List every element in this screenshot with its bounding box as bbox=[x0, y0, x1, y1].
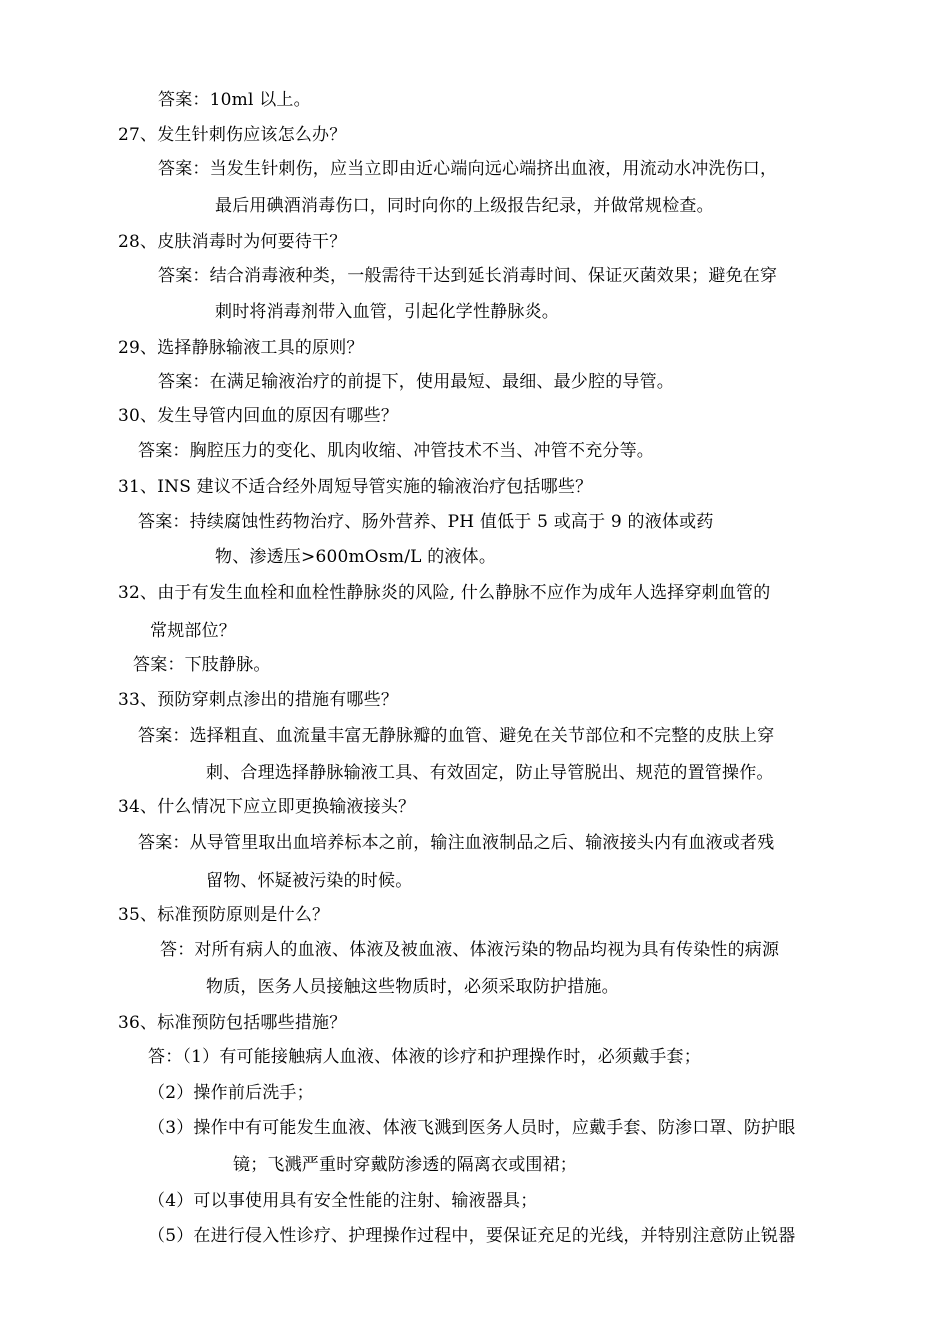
question-28: 28、皮肤消毒时为何要待干？ bbox=[118, 232, 347, 252]
answer-36-item-2: （2）操作前后洗手； bbox=[148, 1083, 314, 1103]
answer-27-line-1: 答案：当发生针刺伤，应当立即由近心端向远心端挤出血液，用流动水冲洗伤口， bbox=[158, 159, 778, 179]
answer-36-item-5-line-1: （5）在进行侵入性诊疗、护理操作过程中，要保证充足的光线，并特别注意防止锐器 bbox=[148, 1226, 796, 1246]
answer-27-line-2: 最后用碘酒消毒伤口，同时向你的上级报告纪录，并做常规检查。 bbox=[215, 196, 714, 216]
answer-30-line-1: 答案：胸腔压力的变化、肌肉收缩、冲管技术不当、冲管不充分等。 bbox=[138, 441, 654, 461]
answer-34-line-1: 答案：从导管里取出血培养标本之前，输注血液制品之后、输液接头内有血液或者残 bbox=[138, 833, 775, 853]
question-33: 33、预防穿刺点渗出的措施有哪些？ bbox=[118, 690, 399, 710]
question-32-line-2: 常规部位？ bbox=[150, 621, 236, 641]
answer-33-line-2: 刺、合理选择静脉输液工具、有效固定，防止导管脱出、规范的置管操作。 bbox=[206, 763, 774, 783]
answer-33-line-1: 答案：选择粗直、血流量丰富无静脉瓣的血管、避免在关节部位和不完整的皮肤上穿 bbox=[138, 726, 775, 746]
answer-35-line-2: 物质，医务人员接触这些物质时，必须采取防护措施。 bbox=[206, 977, 619, 997]
answer-34-line-2: 留物、怀疑被污染的时候。 bbox=[206, 871, 413, 891]
answer-31-line-2: 物、渗透压>600mOsm/L 的液体。 bbox=[215, 547, 497, 567]
answer-31-line-1: 答案：持续腐蚀性药物治疗、肠外营养、PH 值低于 5 或高于 9 的液体或药 bbox=[138, 512, 714, 532]
answer-35-line-1: 答：对所有病人的血液、体液及被血液、体液污染的物品均视为具有传染性的病源 bbox=[160, 940, 780, 960]
question-36: 36、标准预防包括哪些措施？ bbox=[118, 1013, 347, 1033]
answer-36-item-3-line-2: 镜；飞溅严重时穿戴防渗透的隔离衣或围裙； bbox=[233, 1155, 577, 1175]
question-32-line-1: 32、由于有发生血栓和血栓性静脉炎的风险, 什么静脉不应作为成年人选择穿刺血管的 bbox=[118, 583, 771, 603]
question-29: 29、选择静脉输液工具的原则？ bbox=[118, 338, 364, 358]
question-31: 31、INS 建议不适合经外周短导管实施的输液治疗包括哪些？ bbox=[118, 477, 593, 497]
question-34: 34、什么情况下应立即更换输液接头？ bbox=[118, 797, 416, 817]
answer-28-line-1: 答案：结合消毒液种类，一般需待干达到延长消毒时间、保证灭菌效果；避免在穿 bbox=[158, 266, 778, 286]
answer-26-line-1: 答案：10ml 以上。 bbox=[158, 90, 311, 110]
answer-36-item-3-line-1: （3）操作中有可能发生血液、体液飞溅到医务人员时，应戴手套、防渗口罩、防护眼 bbox=[148, 1118, 796, 1138]
question-27: 27、发生针刺伤应该怎么办？ bbox=[118, 125, 347, 145]
answer-36-item-4: （4）可以事使用具有安全性能的注射、输液器具； bbox=[148, 1191, 538, 1211]
answer-32-line-1: 答案：下肢静脉。 bbox=[133, 655, 271, 675]
question-35: 35、标准预防原则是什么？ bbox=[118, 905, 330, 925]
answer-29-line-1: 答案：在满足输液治疗的前提下，使用最短、最细、最少腔的导管。 bbox=[158, 372, 674, 392]
question-30: 30、发生导管内回血的原因有哪些？ bbox=[118, 406, 399, 426]
answer-36-item-1: 答：（1）有可能接触病人血液、体液的诊疗和护理操作时，必须戴手套； bbox=[148, 1047, 701, 1067]
answer-28-line-2: 刺时将消毒剂带入血管，引起化学性静脉炎。 bbox=[215, 302, 559, 322]
